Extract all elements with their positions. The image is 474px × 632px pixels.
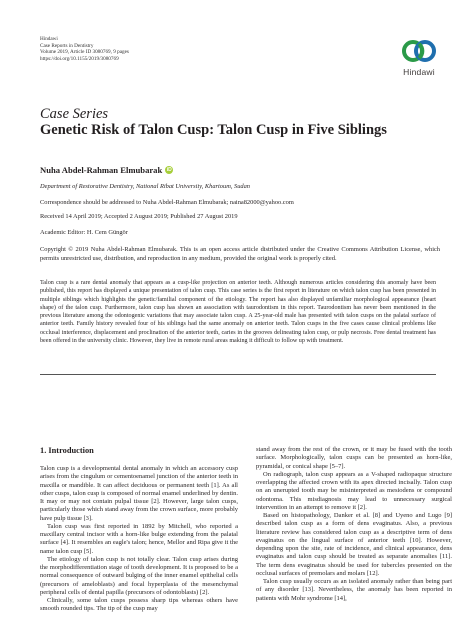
publication-dates: Received 14 April 2019; Accepted 2 August 2019; Published 27 August 2019 [40, 213, 238, 220]
intro-right-column [256, 446, 452, 603]
paragraph: Talon cusp was first reported in 1892 by Mitchell, who reported a maxillary central incisor with a horn-like bulge extending from the palatal surface [4]. It resembles an eagle's talon; hence, Mellor and Ripa give it the name talon cusp [5]. [40, 522, 238, 555]
publisher-name: Hindawi [40, 36, 58, 42]
paragraph: On radiograph, talon cusp appears as a V-shaped radiopaque structure overlapping the affected crown with its apex directed incisally. Talon cusp on an unerupted tooth may be misinterpreted as mesiodens or compound odontoma. This misdiagnosis may lead to unnecessary surgical intervention in an attempt to remove it [2]. [256, 470, 452, 511]
paragraph: Based on histopathology, Danker et al. [8] and Uyeno and Lugo [9] described talon cusp as a form of dens evaginatus. Also, a previous literature review has considered talon cusp as a descriptive term of dens evaginatus on the lingual surface of anterior teeth [10]. However, depending upon the site, rate of incidence, and clinical appearance, dens evaginatus and talon cusp should be treated as separate anomalies [11]. The term dens evaginatus should be used for tubercles presented on the occlusal surfaces of premolars and molars [12]. [256, 512, 452, 577]
abstract-text: Talon cusp is a rare dental anomaly that appears as a cusp-like projection on anterior teeth. Although numerous articles considering this anomaly have been published, this report has displayed a unique presentation of talon cusp. This case series is the first report in literature on which talon cusp has been presented in multiple siblings which highlights the genetic/familial component of the etiology. The report has also displayed unfamiliar morphological appearance (heart shape) of the talon cusp. Furthermore, talon cusp has shown an association with taurodontism in this report. Taurodontism has never been mentioned in the previous literature among the odontogenic variations that may associate talon cusp. A 25-year-old male has presented with talon cusps on the palatal surface of anterior teeth. Family history revealed four of his siblings had the same anomaly on anterior teeth. Talon cusps in the five cases cause clinical problems like occlusal interference, displacement and proclination of the anterior teeth, caries in the grooves delineating talon cusp, or pulp necrosis. Free dental treatment has been offered in the university clinic. However, they live in remote rural areas making it difficult to follow up with treatment. [40, 280, 436, 345]
hindawi-logo [394, 36, 444, 77]
author-name: Nuha Abdel-Rahman Elmubarak [40, 165, 163, 175]
intro-left-column [40, 465, 238, 614]
paragraph: Talon cusp is a developmental dental anomaly in which an accessory cusp arises from the cingulum or cementoenamel junction of the anterior teeth in maxilla or mandible. It can affect deciduous or permanent teeth [1]. As all other cusps, talon cusp is composed of normal enamel underlined by dentin. It may or may not contain pulpal tissue [2]. However, large talon cusps, particularly those which stand away from the crown surface, more probably have pulp tissue [3]. [40, 465, 238, 522]
doi-link[interactable]: https://doi.org/10.1155/2019/3080769 [40, 55, 119, 62]
paragraph: The etiology of talon cusp is not totally clear. Talon cusp arises during the morphodifferentiation stage of tooth development. It is proposed to be a normal consequence of outward bulging of the inner enamel epithelial cells (precursors of ameloblasts) and focal hyperplasia of the mesenchymal peripheral cells of dental papilla (precursors of odontoblasts) [2]. [40, 555, 238, 596]
article-series: Case Series [40, 106, 109, 122]
author-line [40, 165, 173, 175]
orcid-icon[interactable]: iD [166, 167, 172, 173]
journal-name: Case Reports in Dentistry [40, 42, 94, 49]
correspondence: Correspondence should be addressed to Nuha Abdel-Rahman Elmubarak; naina82000@yahoo.com [40, 199, 294, 206]
copyright-notice: Copyright © 2019 Nuha Abdel-Rahman Elmubarak. This is an open access article distributed under the Creative Commons Attribution License, which permits unrestricted use, distribution, and reproduction in any medium, provided the original work is properly cited. [40, 246, 440, 262]
journal-header [40, 36, 129, 62]
paragraph: stand away from the rest of the crown, or it may be fused with the tooth surface. Morphologically, talon cusps can be presented as horn-like, pyramidal, or conical shape [5–7]. [256, 446, 452, 470]
paragraph: Talon cusp usually occurs as an isolated anomaly rather than being part of any disorder [13]. Nevertheless, the anomaly has been reported in patients with Mohr syndrome [14], [256, 578, 452, 602]
paragraph: Clinically, some talon cusps possess sharp tips whereas others have smooth rounded tips. The tip of the cusp may [40, 597, 238, 613]
section-divider [40, 374, 436, 375]
logo-wordmark: Hindawi [403, 67, 435, 77]
article-title: Genetic Risk of Talon Cusp: Talon Cusp in Five Siblings [40, 122, 387, 138]
academic-editor: Academic Editor: H. Cem Güngör [40, 229, 128, 236]
volume-info: Volume 2019, Article ID 3080769, 9 pages [40, 49, 129, 56]
hindawi-logo-icon [402, 36, 436, 66]
section-heading-introduction: 1. Introduction [40, 446, 94, 455]
author-affiliation: Department of Restorative Dentistry, National Ribat University, Khartoum, Sudan [40, 183, 250, 190]
